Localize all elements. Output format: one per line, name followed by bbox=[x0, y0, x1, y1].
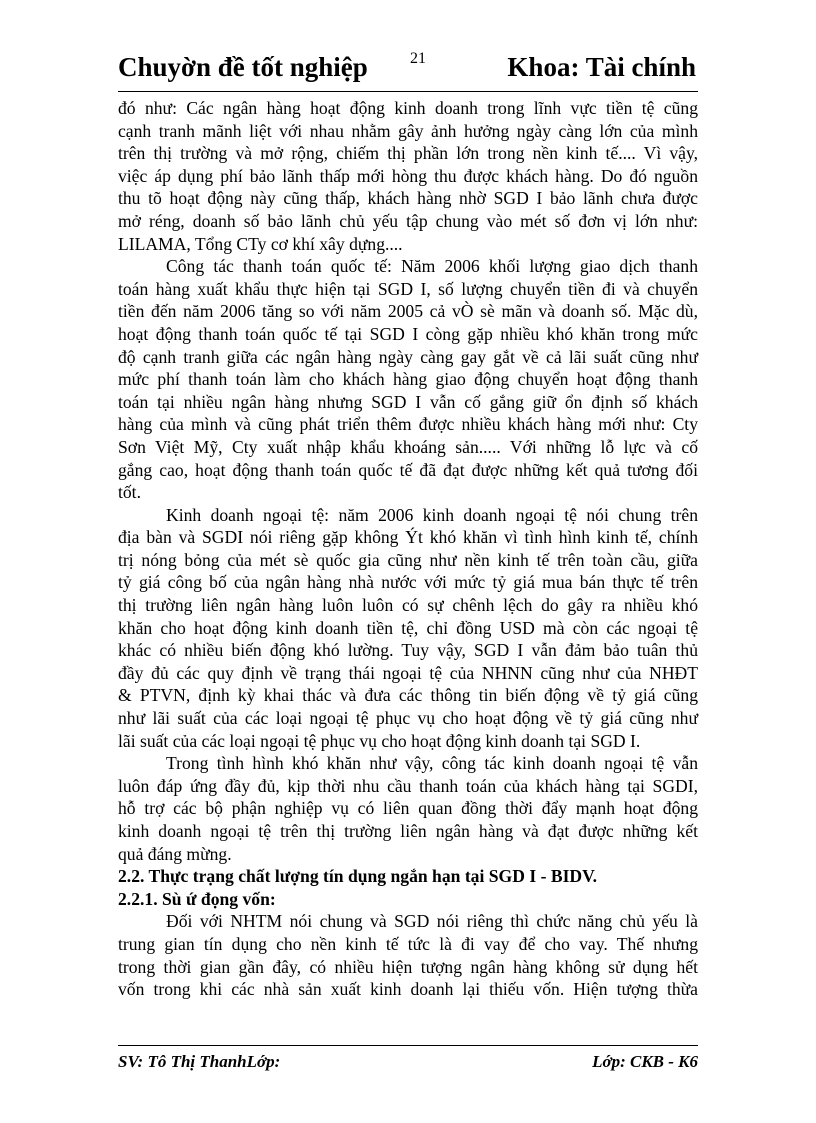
text-line: LILAMA, Tổng CTy cơ khí xây dựng.... bbox=[118, 233, 403, 254]
text-line: đó như: Các ngân hàng hoạt động kinh doanh trong lĩnh vực tiền tệ cũng bbox=[118, 98, 698, 118]
text-line: vốn trong khi các nhà sản xuất kinh doanh lại thiếu vốn. Hiện tượng thừa bbox=[118, 979, 698, 1000]
text-line: trị nóng bỏng của mét sè quốc gia cũng như nền kinh tế trên toàn cầu, giữa bbox=[118, 549, 698, 570]
page-number: 21 bbox=[410, 50, 426, 67]
text-line: Đối với NHTM nói chung và SGD nói riêng thì chức năng chủ yếu là bbox=[166, 911, 698, 932]
text-line: lãi suất của các loại ngoại tệ phục vụ cho hoạt động kinh doanh tại SGD I. bbox=[118, 730, 641, 751]
text-line: việc áp dụng phí bảo lãnh thấp mới hòng thu được khách hàng. Do đó nguồn bbox=[118, 165, 698, 186]
text-line: kinh doanh ngoại tệ trên thị trường liên ngân hàng và đạt được những kết bbox=[118, 821, 698, 841]
paragraph-guarantee bbox=[118, 97, 698, 255]
text-line: thu tõ hoạt động này cũng thấp, khách hàng nhờ SGD I bảo lãnh chưa được bbox=[118, 188, 698, 209]
text-line: Sơn Việt Mỹ, Cty xuất nhập khẩu khoáng sản..... Với những lỗ lực và cố bbox=[118, 436, 698, 457]
footer-class: Lớp: CKB - K6 bbox=[592, 1052, 698, 1071]
text-line: đầy đủ các quy định về trạng thái ngoại tệ của NHNN cũng như của NHĐT bbox=[118, 662, 698, 683]
text-line: Trong tình hình khó khăn như vậy, công tác kinh doanh ngoại tệ vẫn bbox=[166, 753, 698, 774]
text-line: hỗ trợ các bộ phận nghiệp vụ có liên quan đồng thời đẩy mạnh hoạt động bbox=[118, 798, 698, 819]
text-line: tiền đến năm 2006 tăng so với năm 2005 cả vÒ sè mãn và doanh số. Mặc dù, bbox=[118, 301, 698, 322]
footer-student: SV: Tô Thị ThanhLớp: bbox=[118, 1052, 281, 1071]
text-line: & PTVN, định kỳ khai thác và đưa các thông tin biến động về tỷ giá cũng bbox=[118, 685, 698, 706]
text-line: độ cạnh tranh giữa các ngân hàng ngày càng gay gắt về cả lãi suất cũng như bbox=[118, 346, 698, 367]
paragraph-foreign-exchange bbox=[118, 504, 698, 753]
text-line: trong thời gian gần đây, có nhiều hiện tượng ngân hàng không sử dụng hết bbox=[118, 956, 698, 977]
text-line: tốt. bbox=[118, 482, 141, 503]
text-line: cạnh tranh mãnh liệt với nhau nhằm gây ảnh hưởng ngày càng lớn của mình bbox=[118, 120, 698, 141]
text-line: khăn cho hoạt động kinh doanh tiền tệ, chỉ đồng USD mà còn các ngoại tệ bbox=[118, 617, 698, 638]
text-line: mức phí thanh toán làm cho khách hàng giao động chuyển hoạt động thanh bbox=[118, 369, 698, 390]
text-line: khác có nhiều biến động khó lường. Tuy vậy, SGD I vẫn đảm bảo tuân thủ bbox=[118, 640, 698, 661]
header-department: Khoa: Tài chính bbox=[507, 52, 696, 82]
paragraph-difficulties bbox=[118, 752, 698, 865]
header-doc-title: Chuyờn đề tốt nghiệp bbox=[118, 52, 368, 82]
text-line: toán hàng xuất khẩu thực hiện tại SGD I, số lượng chuyển tiền đi và chuyển bbox=[118, 278, 698, 299]
text-line: mở réng, doanh số bảo lãnh chủ yếu tập chung vào mét số đơn vị lớn như: bbox=[118, 210, 698, 231]
text-line: trên thị trường và mở rộng, chiếm thị phần lớn trong nền kinh tế.... Vì vậy, bbox=[118, 143, 698, 164]
paragraph-international-payment bbox=[118, 255, 698, 504]
subsection-heading: 2.2.1. Sù ứ đọng vốn: bbox=[118, 888, 276, 909]
text-line: tỷ giá công bố của ngân hàng nhà nước với mức tỷ giá mua bán thực tế trên bbox=[118, 572, 698, 593]
section-heading: 2.2. Thực trạng chất lượng tín dụng ngắn hạn tại SGD I - BIDV. bbox=[118, 866, 597, 887]
text-line: Công tác thanh toán quốc tế: Năm 2006 khối lượng giao dịch thanh bbox=[166, 256, 698, 277]
footer-divider bbox=[118, 1045, 698, 1046]
text-line: luôn đáp ứng đầy đủ, kịp thời nhu cầu thanh toán của khách hàng tại SGDI, bbox=[118, 775, 698, 796]
header-divider bbox=[118, 91, 698, 92]
document-body bbox=[118, 97, 698, 1001]
text-line: Kinh doanh ngoại tệ: năm 2006 kinh doanh ngoại tệ nói chung trên bbox=[166, 504, 698, 525]
text-line: toán tại nhiều ngân hàng nhưng SGD I vẫn cố gắng giữ ổn định số khách bbox=[118, 391, 698, 412]
text-line: quả đáng mừng. bbox=[118, 843, 232, 864]
text-line: địa bàn và SGDI nói riêng gặp không Ýt khó khăn vì tình hình kinh tế, chính bbox=[118, 527, 698, 548]
page-header bbox=[118, 52, 696, 92]
text-line: gắng cao, hoạt động thanh toán quốc tế đã đạt được những kết quả tương đối bbox=[118, 459, 698, 480]
paragraph-capital-stagnation bbox=[118, 910, 698, 1000]
text-line: như lãi suất của các loại ngoại tệ phục vụ cho hoạt động về tỷ giá cũng như bbox=[118, 708, 698, 729]
text-line: hàng của mình và cũng phát triển thêm được nhiều khách hàng mới như: Cty bbox=[118, 414, 698, 435]
text-line: thị trường liên ngân hàng luôn luôn có sự chênh lệch do gây ra nhiều khó bbox=[118, 595, 698, 616]
text-line: trung gian tín dụng cho nền kinh tế tức là đi vay để cho vay. Thế nhưng bbox=[118, 933, 698, 954]
text-line: hoạt động thanh toán quốc tế tại SGD I còng gặp nhiều khó khăn trong mức bbox=[118, 323, 698, 344]
